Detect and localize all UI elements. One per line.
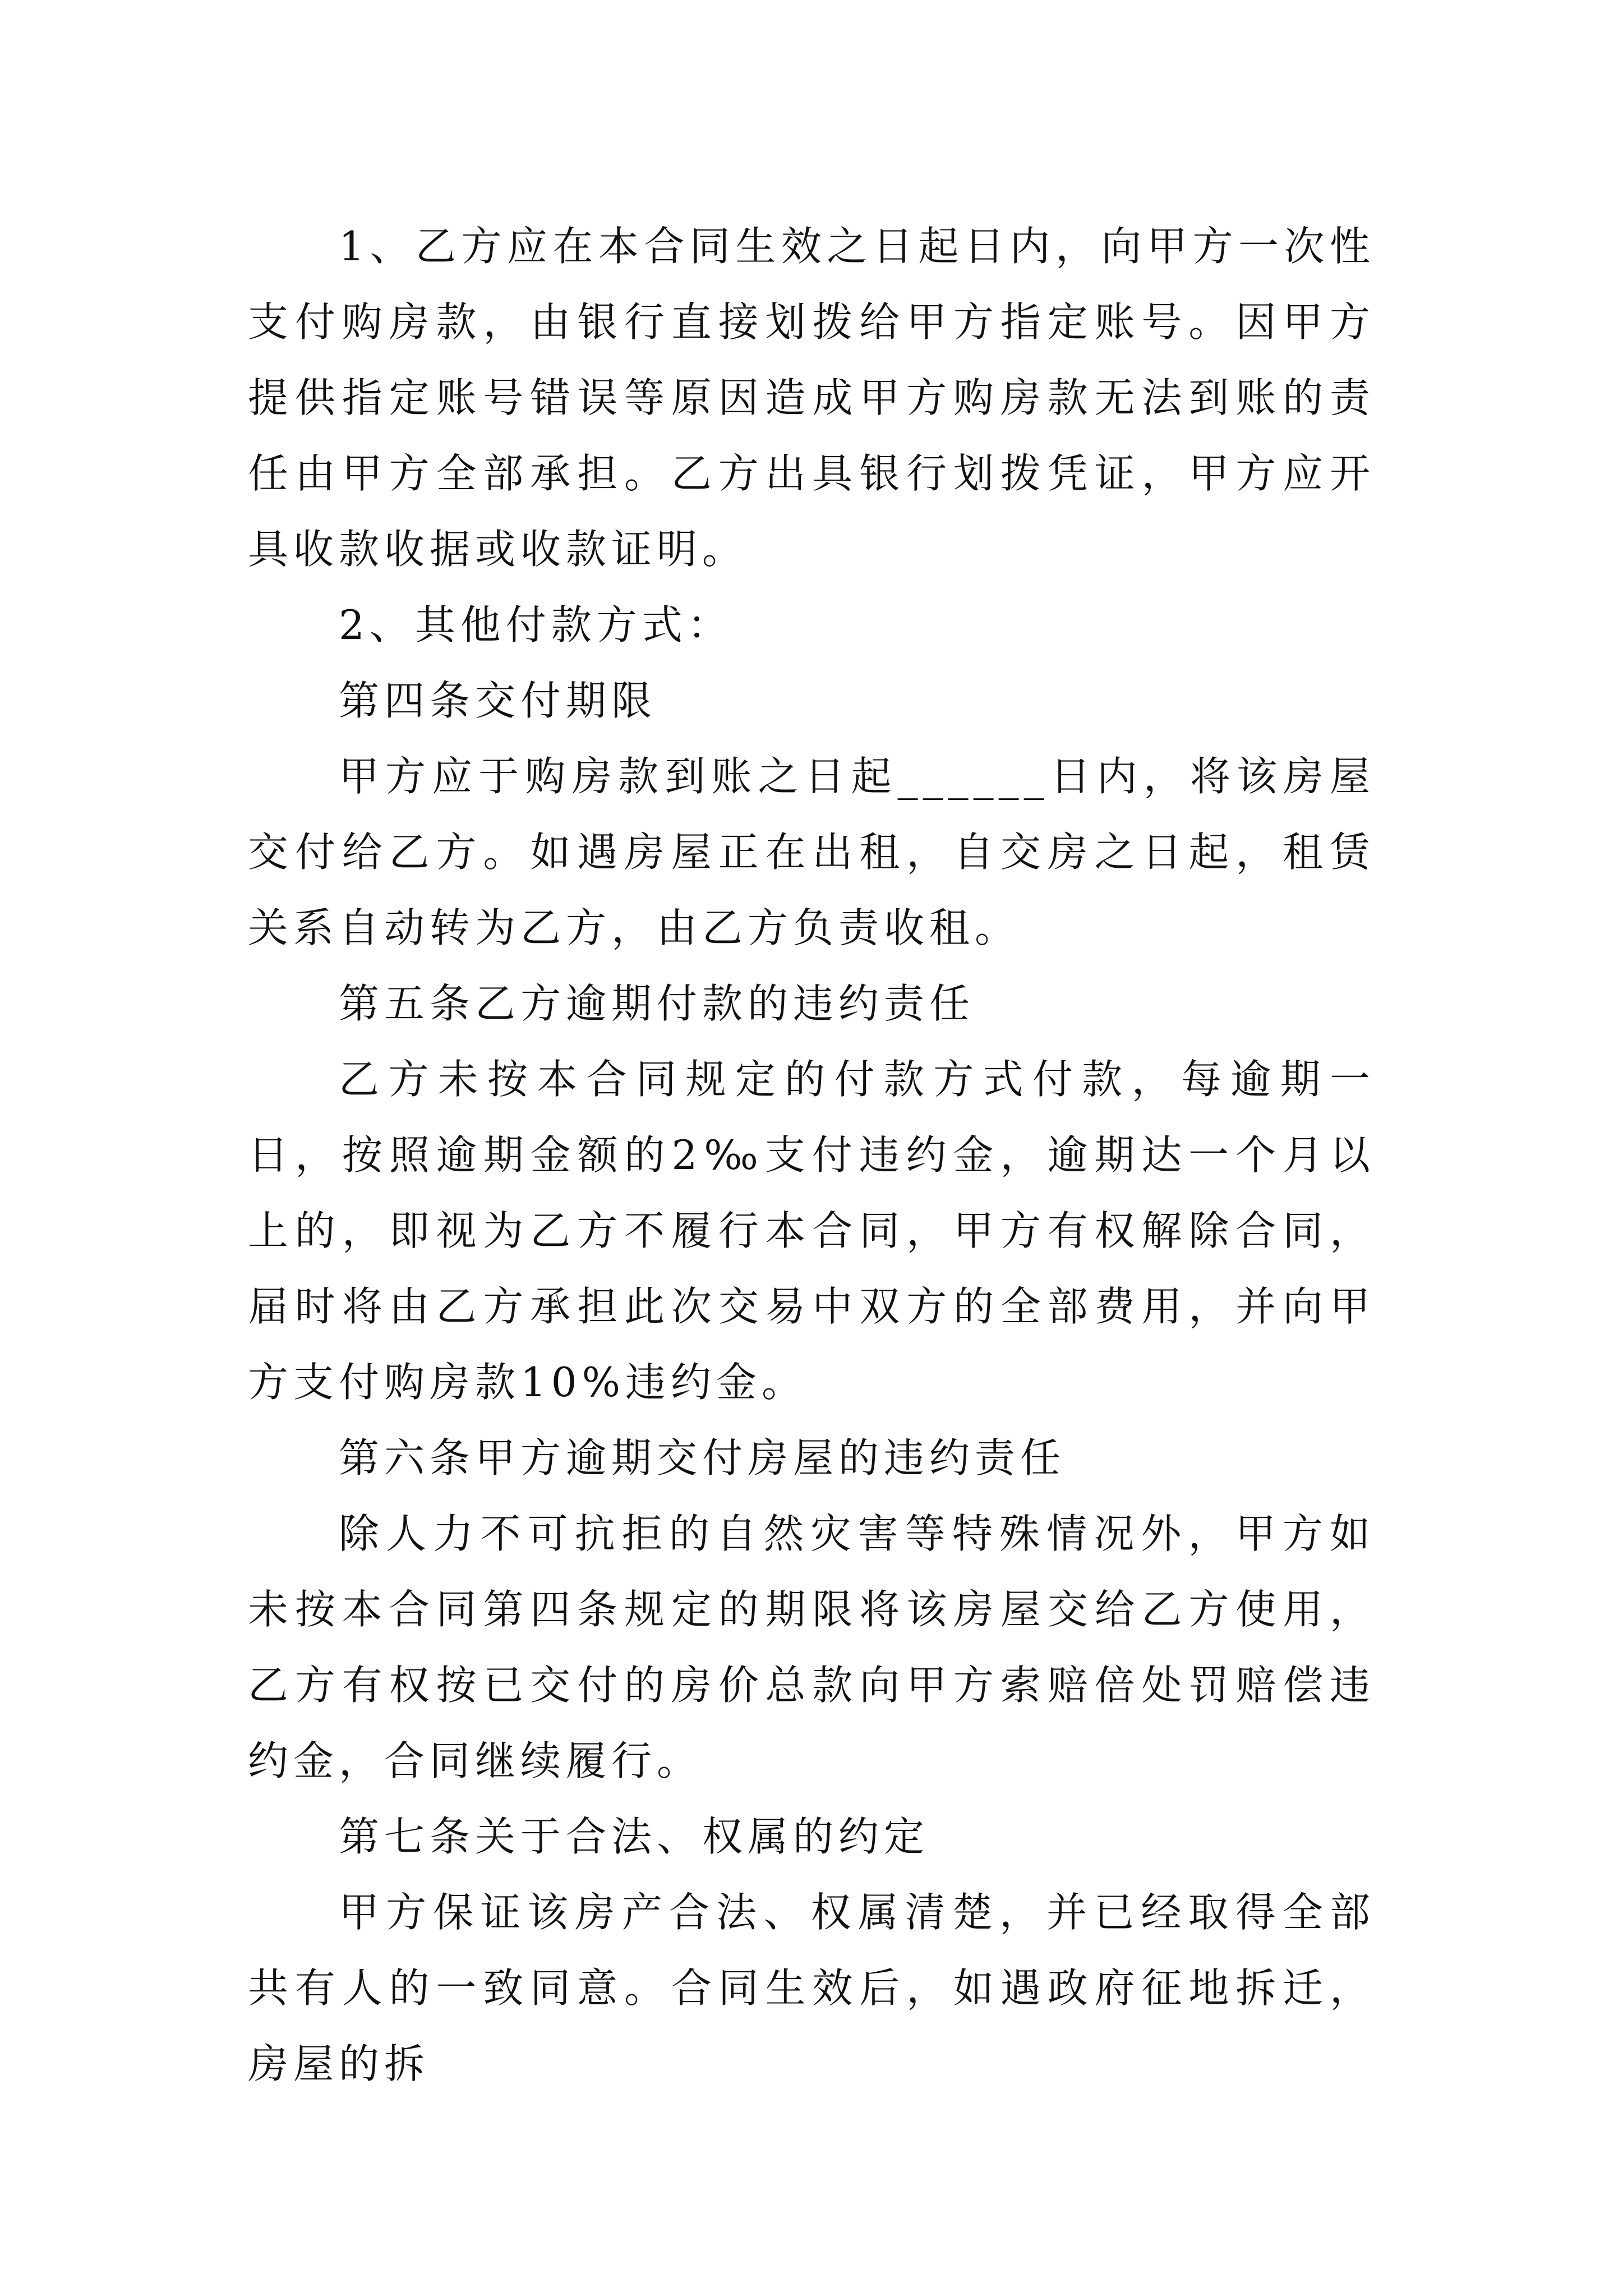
clause-payment-method-2: 2、其他付款方式： (339, 601, 733, 648)
clause-payment-method-1: 1、乙方应在本合同生效之日起日内，向甲方一次性支付购房款，由银行直接划拨给甲方指定账号。因甲方提供指定账号错误等原因造成甲方购房款无法到账的责任由甲方全部承担。乙方出具银行划拨凭证，甲方应开具收款收据或收款证明。 (248, 223, 1375, 573)
article-4-heading: 第四条交付期限 (339, 677, 657, 724)
article-7-body: 甲方保证该房产合法、权属清楚，并已经取得全部共有人的一致同意。合同生效后，如遇政府征地拆迁，房屋的拆 (248, 1889, 1375, 2087)
article-6-body: 除人力不可抗拒的自然灾害等特殊情况外，甲方如未按本合同第四条规定的期限将该房屋交给乙方使用，乙方有权按已交付的房价总款向甲方索赔倍处罚赔偿违约金，合同继续履行。 (248, 1510, 1375, 1784)
article-6-heading: 第六条甲方逾期交付房屋的违约责任 (339, 1434, 1066, 1481)
article-4-body: 甲方应于购房款到账之日起______日内，将该房屋交付给乙方。如遇房屋正在出租，自交房之日起，租赁关系自动转为乙方，由乙方负责收租。 (248, 753, 1375, 951)
article-7-heading: 第七条关于合法、权属的约定 (339, 1813, 930, 1860)
document-body (248, 209, 1375, 2102)
article-5-heading: 第五条乙方逾期付款的违约责任 (339, 980, 975, 1027)
article-5-body: 乙方未按本合同规定的付款方式付款，每逾期一日，按照逾期金额的2‰支付违约金，逾期达一个月以上的，即视为乙方不履行本合同，甲方有权解除合同，届时将由乙方承担此次交易中双方的全部费用，并向甲方支付购房款10%违约金。 (248, 1056, 1375, 1406)
